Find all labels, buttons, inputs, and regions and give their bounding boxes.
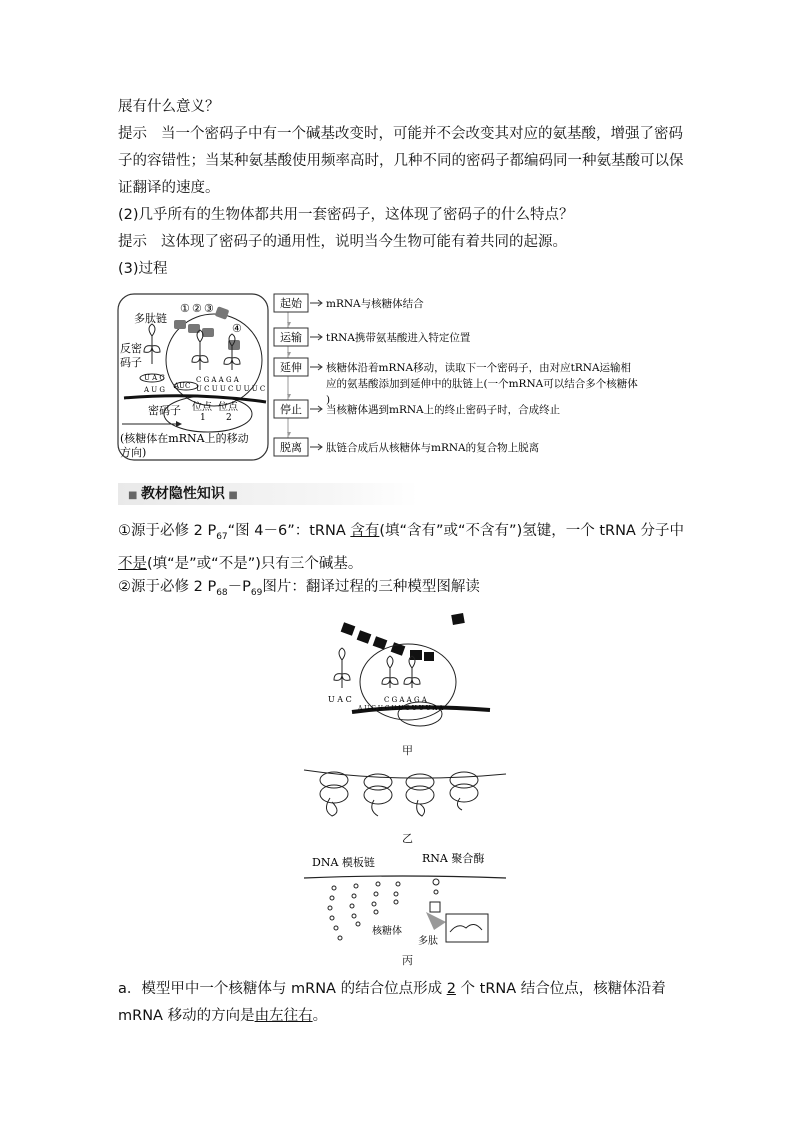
knowledge-item-1: ①源于必修 2 $P_{67}“$图 4－6”：tRNA 含有(填“含有”或“不含有”)氢键，一个 tRNA 分子中不是(填“是”或“不是”)只有三个碱基。 xyxy=(118,523,684,572)
step-name-0: 起始 xyxy=(280,297,302,310)
step-desc-1: tRNA携带氨基酸进入特定位置 xyxy=(326,332,471,344)
svg-text:2: 2 xyxy=(226,413,232,423)
answer-blank: 2 xyxy=(446,981,456,997)
paragraph-process: (3)过程 xyxy=(118,261,168,277)
step-desc-2: 应的氨基酸添加到延伸中的肽链上(一个mRNA可以结合多个核糖体 xyxy=(326,378,638,390)
move-direction-caption-1: (核糖体在mRNA上的移动 xyxy=(120,432,249,445)
site1-label: 位点 xyxy=(192,402,212,413)
mrna-seq-4: U C U U C U U U C xyxy=(196,385,266,393)
paragraph-hint-1: 提示 当一个密码子中有一个碱基改变时，可能并不会改变其对应的氨基酸，增强了密码子的容错性；当某种氨基酸使用频率高时，几种不同的密码子都编码同一种氨基酸可以保证翻译的速度。 xyxy=(118,126,684,196)
answer-blank: 由左往右 xyxy=(254,1008,313,1024)
rna-polymerase-label: RNA 聚合酶 xyxy=(422,852,485,865)
model-jia-figure xyxy=(300,610,500,740)
site2-label: 位点 xyxy=(218,402,238,413)
step-arrow-0 xyxy=(310,300,322,306)
translation-process-figure xyxy=(116,290,696,470)
model-yi-figure xyxy=(300,762,510,822)
ribosome-label: 核糖体 xyxy=(372,926,402,937)
paragraph-question-2: (2)几乎所有的生物体都共用一套密码子，这体现了密码子的什么特点？ xyxy=(118,207,574,223)
codon-label: 密码子 xyxy=(148,404,181,417)
answer-blank: 不是 xyxy=(118,555,147,572)
step-desc-2: ) xyxy=(326,394,331,406)
circle-3: ③ xyxy=(204,302,214,315)
step-name-1: 运输 xyxy=(280,331,302,344)
model-yi-caption: 乙 xyxy=(402,832,413,845)
model-bing-figure xyxy=(300,848,510,958)
uac-label: U A C xyxy=(144,374,165,382)
mrna-seq-3: C G A A G A xyxy=(196,376,239,384)
amino-acid-chain xyxy=(341,613,465,661)
step-arrow-2 xyxy=(310,364,322,370)
jia-uac-label: U A C xyxy=(328,695,352,704)
step-name-4: 脱离 xyxy=(280,441,302,454)
anticodon-label-2: 码子 xyxy=(120,356,142,369)
svg-text:1: 1 xyxy=(200,413,206,423)
hint-label: 提示 xyxy=(118,126,147,142)
question-a: a．模型甲中一个核糖体与 mRNA 的结合位点形成 2 个 tRNA 结合位点，核糖体沿着 mRNA 移动的方向是由左往右。 xyxy=(118,981,666,1024)
mrna-seq-2: AUC xyxy=(174,382,191,390)
step-arrow-4 xyxy=(310,444,322,450)
model-bing-caption: 丙 xyxy=(402,954,413,967)
step-arrow-3 xyxy=(310,406,322,412)
mrna-seq-1: A U G xyxy=(144,386,165,394)
jia-seq-bottom: A U G U C U U C U U U A A xyxy=(358,705,444,712)
step-desc-3: 当核糖体遇到mRNA上的终止密码子时，合成终止 xyxy=(326,404,561,416)
move-direction-caption-2: 方向) xyxy=(120,446,147,459)
jia-seq-top: C G A A G A xyxy=(384,696,427,704)
paragraph-1: 展有什么意义？ xyxy=(118,99,220,115)
circle-2: ② xyxy=(192,302,202,315)
step-desc-2: 核糖体沿着mRNA移动，读取下一个密码子，由对应tRNA运输相 xyxy=(326,362,632,374)
dna-template-label: DNA 模板链 xyxy=(312,856,375,869)
circle-1: ① xyxy=(180,302,190,315)
model-jia-caption: 甲 xyxy=(402,744,413,757)
circle-4: ④ xyxy=(232,322,242,335)
peptide-label: 多肽 xyxy=(418,936,438,947)
step-arrow-1 xyxy=(310,334,322,340)
step-desc-0: mRNA与核糖体结合 xyxy=(326,298,424,310)
polypeptide-label: 多肽链 xyxy=(134,312,167,325)
paragraph-hint-2: 提示 这体现了密码子的通用性，说明当今生物可能有着共同的起源。 xyxy=(118,234,567,250)
knowledge-item-2: ②源于必修 2 $P_{68}-P_{69}$图片：翻译过程的三种模型图解读 xyxy=(118,579,480,598)
answer-blank: 含有 xyxy=(350,523,380,539)
hint-label: 提示 xyxy=(118,234,147,250)
step-desc-4: 肽链合成后从核糖体与mRNA的复合物上脱离 xyxy=(326,442,540,454)
step-name-3: 停止 xyxy=(280,403,302,416)
step-name-2: 延伸 xyxy=(280,361,302,374)
section-title: ■ 教材隐性知识 ■ xyxy=(128,486,238,502)
step-boxes xyxy=(274,294,638,456)
anticodon-label-1: 反密 xyxy=(120,342,142,355)
